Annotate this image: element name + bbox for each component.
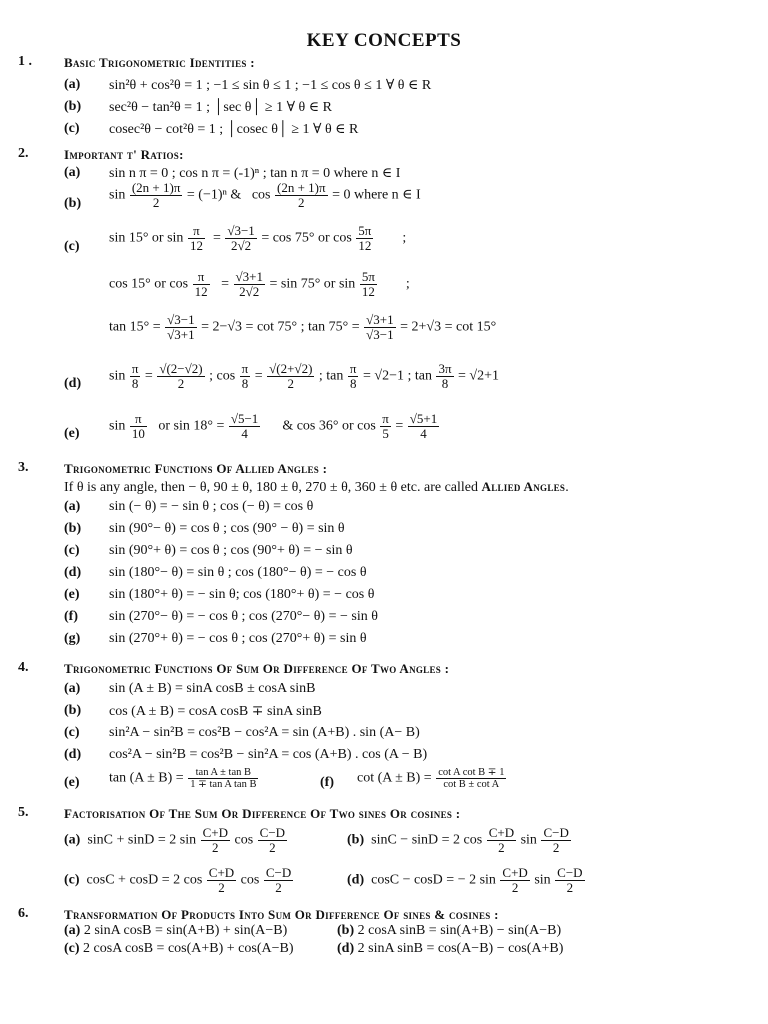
formula-line: sin (90°− θ) = cos θ ; cos (90° − θ) = sin θ (109, 521, 345, 536)
item-label: (f) (320, 775, 334, 790)
item-label: (e) (64, 775, 80, 790)
ratio-d: sin $\frac{\pi}{8}$ = $\frac{√(2-√2)}{2}$ ; cos $\frac{\pi}{8}$ = $\frac{√(2+√2)}{2}$ ; tan $\frac{\pi}{8}$ = √2−1 ; tan $\frac{3\pi}{8}$ = √2+1 (109, 361, 500, 391)
tan-sum-formula: tan (A ± B) = $\frac{\text{tan A ± tan B}}{\text{1 ∓ tan A tan B}}$ (109, 767, 257, 791)
allied-angles-intro: If θ is any angle, then − θ, 90 ± θ, 180 ± θ, 270 ± θ, 360 ± θ etc. are called Allied Angles. (64, 479, 569, 495)
formula-line: sin (90°+ θ) = cos θ ; cos (90°+ θ) = − sin θ (109, 543, 353, 558)
factorisation-d: (d) cosC − cosD = − 2 sin $\frac{C+D}{2}$ sin $\frac{C-D}{2}$ (347, 865, 583, 895)
section-5-heading: Factorisation Of The Sum Or Difference Of Two sines Or cosines : (64, 806, 461, 821)
item-label: (d) (64, 747, 82, 762)
section-4-number: 4. (18, 660, 29, 675)
factorisation-a: (a) sinC + sinD = 2 sin $\frac{C+D}{2}$ cos $\frac{C-D}{2}$ (64, 825, 286, 855)
formula-line: sin (A ± B) = sinA cosB ± cosA sinB (109, 681, 316, 696)
section-5-number: 5. (18, 805, 29, 820)
item-label: (b) (64, 99, 82, 114)
item-label: (a) (64, 681, 81, 696)
product-a: (a) 2 sinA cosB = sin(A+B) + sin(A−B) (64, 923, 288, 938)
ratio-c-cos15: cos 15° or cos $\frac{\pi}{12}$ = $\frac{√3+1}{2√2}$ = sin 75° or sin $\frac{5\pi}{12}$ ; (109, 269, 410, 299)
section-1-heading: Basic Trigonometric Identities : (64, 55, 255, 70)
item-label: (d) (64, 376, 82, 391)
formula-line: sin (270°− θ) = − cos θ ; cos (270°− θ) = − sin θ (109, 609, 378, 624)
ratio-c-sin15: sin 15° or sin $\frac{\pi}{12}$ = $\frac{√3-1}{2√2}$ = cos 75° or cos $\frac{5\pi}{12}$ ; (109, 223, 407, 253)
item-label: (e) (64, 587, 80, 602)
item-label: (e) (64, 426, 80, 441)
ratio-e: sin $\frac{\pi}{10}$ or sin 18° = $\frac{√5-1}{4}$ & cos 36° or cos $\frac{\pi}{5}$ = $\frac{√5+1}{4}$ (109, 411, 438, 441)
section-4-heading: Trigonometric Functions Of Sum Or Difference Of Two Angles : (64, 661, 450, 676)
product-b: (b) 2 cosA sinB = sin(A+B) − sin(A−B) (337, 923, 562, 938)
section-2-heading: Important t' Ratios: (64, 147, 184, 162)
item-label: (c) (64, 239, 80, 254)
section-3-number: 3. (18, 460, 29, 475)
item-label: (c) (64, 725, 80, 740)
product-d: (d) 2 sinA sinB = cos(A−B) − cos(A+B) (337, 941, 564, 956)
page-title: KEY CONCEPTS (306, 30, 462, 51)
factorisation-c: (c) cosC + cosD = 2 cos $\frac{C+D}{2}$ cos $\frac{C-D}{2}$ (64, 865, 292, 895)
item-label: (g) (64, 631, 81, 646)
factorisation-b: (b) sinC − sinD = 2 cos $\frac{C+D}{2}$ sin $\frac{C-D}{2}$ (347, 825, 569, 855)
item-label: (b) (64, 521, 82, 536)
formula-line: sin²A − sin²B = cos²B − cos²A = sin (A+B) . sin (A− B) (109, 725, 420, 740)
item-label: (a) (64, 499, 81, 514)
product-c: (c) 2 cosA cosB = cos(A+B) + cos(A−B) (64, 941, 294, 956)
ratio-c-tan15: tan 15° = $\frac{√3-1}{√3+1}$ = 2−√3 = cot 75° ; tan 75° = $\frac{√3+1}{√3-1}$ = 2+√3 = cot 15° (109, 312, 497, 342)
formula-line: sin (180°− θ) = sin θ ; cos (180°− θ) = − cos θ (109, 565, 367, 580)
item-label: (d) (64, 565, 82, 580)
formula-line: sin (180°+ θ) = − sin θ; cos (180°+ θ) = − cos θ (109, 587, 375, 602)
identity-a: sin²θ + cos²θ = 1 ; −1 ≤ sin θ ≤ 1 ; −1 ≤ cos θ ≤ 1 ∀ θ ∈ R (109, 78, 432, 93)
section-1-number: 1 . (18, 54, 32, 69)
section-6-heading: Transformation Of Products Into Sum Or Difference Of sines & cosines : (64, 907, 499, 922)
item-label: (b) (64, 196, 82, 211)
cot-sum-formula: cot (A ± B) = $\frac{\text{cot A cot B ∓ 1}}{\text{cot B ± cot A}}$ (357, 767, 505, 791)
ratio-b: sin $\frac{(2n + 1)\pi}{2}$ = (−1)ⁿ & cos $\frac{(2n + 1)\pi}{2}$ = 0 where n ∈ I (109, 180, 421, 210)
section-6-number: 6. (18, 906, 29, 921)
section-3-heading: Trigonometric Functions Of Allied Angles : (64, 461, 328, 476)
item-label: (a) (64, 165, 81, 180)
formula-line: cos²A − sin²B = cos²B − sin²A = cos (A+B) . cos (A − B) (109, 747, 428, 762)
formula-line: sin (270°+ θ) = − cos θ ; cos (270°+ θ) = sin θ (109, 631, 367, 646)
item-label: (f) (64, 609, 78, 624)
section-2-number: 2. (18, 146, 29, 161)
identity-b: sec²θ − tan²θ = 1 ; │sec θ│ ≥ 1 ∀ θ ∈ R (109, 100, 332, 115)
identity-c: cosec²θ − cot²θ = 1 ; │cosec θ│ ≥ 1 ∀ θ ∈ R (109, 122, 359, 137)
item-label: (c) (64, 121, 80, 136)
formula-line: cos (A ± B) = cosA cosB ∓ sinA sinB (109, 704, 322, 719)
item-label: (c) (64, 543, 80, 558)
ratio-a: sin n π = 0 ; cos n π = (-1)ⁿ ; tan n π = 0 where n ∈ I (109, 166, 401, 181)
item-label: (b) (64, 703, 82, 718)
item-label: (a) (64, 77, 81, 92)
formula-line: sin (− θ) = − sin θ ; cos (− θ) = cos θ (109, 499, 314, 514)
